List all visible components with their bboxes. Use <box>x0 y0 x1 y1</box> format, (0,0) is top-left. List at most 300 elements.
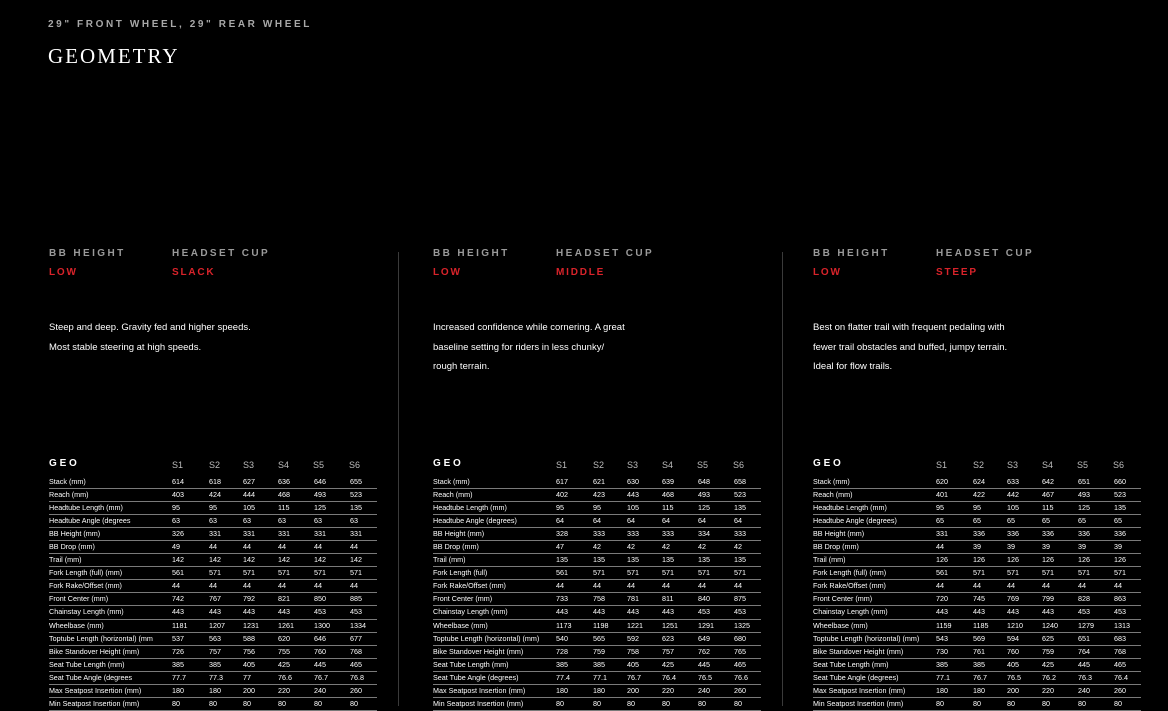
table-row <box>813 620 1141 633</box>
row-label: Min Seatpost Insertion (mm) <box>49 698 140 708</box>
table-cell: 443 <box>556 607 568 617</box>
table-cell: 333 <box>662 529 674 539</box>
table-cell: 465 <box>1114 659 1126 669</box>
row-label: Fork Rake/Offset (mm) <box>813 581 886 591</box>
table-row <box>433 659 761 672</box>
table-cell: 80 <box>1042 698 1050 708</box>
table-row <box>433 554 761 567</box>
row-label: Fork Length (full) (mm) <box>813 568 887 578</box>
row-label: Reach (mm) <box>813 490 853 500</box>
table-cell: 1221 <box>627 620 643 630</box>
table-cell: 405 <box>243 659 255 669</box>
table-cell: 80 <box>314 698 322 708</box>
table-cell: 730 <box>936 646 948 656</box>
table-cell: 336 <box>1042 529 1054 539</box>
table-cell: 126 <box>1078 555 1090 565</box>
table-cell: 655 <box>350 477 362 486</box>
table-cell: 403 <box>172 490 184 500</box>
row-label: Seat Tube Angle (degrees) <box>813 672 899 682</box>
headset-cup-label: HEADSET CUP <box>936 248 1035 259</box>
table-cell: 443 <box>243 607 255 617</box>
table-cell: 65 <box>1042 516 1050 526</box>
table-cell: 65 <box>936 516 944 526</box>
table-cell: 135 <box>734 555 746 565</box>
table-row <box>433 633 761 646</box>
table-cell: 453 <box>1078 607 1090 617</box>
table-cell: 759 <box>593 646 605 656</box>
table-cell: 180 <box>973 685 985 695</box>
row-label: Chainstay Length (mm) <box>433 607 508 617</box>
row-label: BB Height (mm) <box>49 529 101 539</box>
table-cell: 1279 <box>1078 620 1094 630</box>
table-cell: 614 <box>172 477 184 486</box>
size-header-s3: S3 <box>1007 460 1019 470</box>
table-row <box>433 476 761 489</box>
table-row <box>813 541 1141 554</box>
row-label: Seat Tube Length (mm) <box>49 659 125 669</box>
geometry-table <box>813 456 1141 711</box>
table-cell: 42 <box>734 542 742 552</box>
table-cell: 571 <box>973 568 985 578</box>
headset-cup-value: STEEP <box>936 267 978 278</box>
table-row <box>813 476 1141 489</box>
row-label: BB Height (mm) <box>433 529 485 539</box>
table-cell: 63 <box>314 516 322 526</box>
table-cell: 571 <box>627 568 639 578</box>
table-cell: 44 <box>314 542 322 552</box>
table-cell: 760 <box>314 646 326 656</box>
table-cell: 44 <box>278 581 286 591</box>
table-cell: 1291 <box>698 620 714 630</box>
table-cell: 875 <box>734 594 746 604</box>
row-label: Headtube Angle (degrees <box>49 516 131 526</box>
table-cell: 331 <box>936 529 948 539</box>
table-cell: 76.7 <box>627 672 641 682</box>
page-subtitle: 29" FRONT WHEEL, 29" REAR WHEEL <box>48 19 312 30</box>
table-cell: 1313 <box>1114 620 1130 630</box>
table-cell: 63 <box>350 516 358 526</box>
row-label: Stack (mm) <box>49 477 86 486</box>
table-row <box>813 489 1141 502</box>
row-label: BB Drop (mm) <box>433 542 479 552</box>
table-cell: 95 <box>172 503 180 513</box>
table-cell: 651 <box>1078 633 1090 643</box>
table-cell: 142 <box>243 555 255 565</box>
row-label: Headtube Length (mm) <box>433 503 507 513</box>
table-cell: 537 <box>172 633 184 643</box>
table-cell: 493 <box>314 490 326 500</box>
size-header-s4: S4 <box>1042 460 1054 470</box>
table-cell: 811 <box>662 594 674 604</box>
table-cell: 443 <box>172 607 184 617</box>
table-cell: 44 <box>1007 581 1015 591</box>
table-cell: 569 <box>973 633 985 643</box>
geometry-table-header <box>813 456 1141 476</box>
table-cell: 422 <box>973 490 985 500</box>
description-line: fewer trail obstacles and buffed, jumpy terrain. <box>813 341 1008 353</box>
table-row <box>813 606 1141 619</box>
table-cell: 76.6 <box>734 672 748 682</box>
table-cell: 65 <box>1007 516 1015 526</box>
table-cell: 180 <box>936 685 948 695</box>
table-row <box>813 580 1141 593</box>
table-cell: 405 <box>1007 659 1019 669</box>
table-cell: 76.6 <box>278 672 292 682</box>
bb-height-value: LOW <box>813 267 842 278</box>
row-label: Max Seatpost Insertion (mm) <box>49 685 142 695</box>
table-cell: 328 <box>556 529 568 539</box>
table-cell: 240 <box>1078 685 1090 695</box>
bb-height-label: BB HEIGHT <box>49 248 126 259</box>
table-cell: 64 <box>734 516 742 526</box>
table-cell: 630 <box>627 477 639 486</box>
table-cell: 220 <box>662 685 674 695</box>
table-cell: 768 <box>350 646 362 656</box>
table-row <box>49 515 377 528</box>
table-cell: 385 <box>209 659 221 669</box>
table-cell: 571 <box>314 568 326 578</box>
table-cell: 755 <box>278 646 290 656</box>
table-cell: 444 <box>243 490 255 500</box>
table-cell: 425 <box>1042 659 1054 669</box>
table-cell: 77.3 <box>209 672 223 682</box>
table-cell: 77.7 <box>172 672 186 682</box>
row-label: Front Center (mm) <box>433 594 493 604</box>
table-cell: 63 <box>278 516 286 526</box>
table-cell: 336 <box>1114 529 1126 539</box>
row-label: Chainstay Length (mm) <box>813 607 888 617</box>
table-cell: 571 <box>1114 568 1126 578</box>
table-cell: 125 <box>698 503 710 513</box>
size-header-s3: S3 <box>243 460 255 470</box>
table-cell: 77.1 <box>936 672 950 682</box>
table-cell: 658 <box>734 477 746 486</box>
table-cell: 633 <box>1007 477 1019 486</box>
table-row <box>813 659 1141 672</box>
row-label: Trail (mm) <box>49 555 82 565</box>
table-cell: 80 <box>662 698 670 708</box>
table-cell: 1261 <box>278 620 294 630</box>
table-cell: 44 <box>243 542 251 552</box>
table-cell: 618 <box>209 477 221 486</box>
headset-cup-label: HEADSET CUP <box>556 248 655 259</box>
row-label: Wheelbase (mm) <box>433 620 488 630</box>
table-cell: 617 <box>556 477 568 486</box>
separator-1 <box>398 252 399 706</box>
table-cell: 80 <box>209 698 217 708</box>
table-cell: 44 <box>593 581 601 591</box>
table-cell: 331 <box>209 529 221 539</box>
table-cell: 760 <box>1007 646 1019 656</box>
row-label: Min Seatpost Insertion (mm) <box>433 698 524 708</box>
table-cell: 385 <box>172 659 184 669</box>
table-cell: 142 <box>314 555 326 565</box>
table-cell: 80 <box>1007 698 1015 708</box>
table-row <box>49 606 377 619</box>
table-cell: 42 <box>662 542 670 552</box>
table-cell: 623 <box>662 633 674 643</box>
table-cell: 443 <box>278 607 290 617</box>
row-label: Fork Rake/Offset (mm) <box>433 581 506 591</box>
size-header-s5: S5 <box>313 460 325 470</box>
table-cell: 571 <box>698 568 710 578</box>
table-cell: 44 <box>662 581 670 591</box>
table-row <box>433 672 761 685</box>
geometry-table <box>49 456 377 711</box>
table-row <box>49 593 377 606</box>
table-cell: 493 <box>698 490 710 500</box>
table-cell: 64 <box>627 516 635 526</box>
table-row <box>813 554 1141 567</box>
description-line: baseline setting for riders in less chunky/ <box>433 341 605 353</box>
table-cell: 639 <box>662 477 674 486</box>
description-line: Most stable steering at high speeds. <box>49 341 202 353</box>
table-cell: 76.7 <box>973 672 987 682</box>
table-cell: 260 <box>1114 685 1126 695</box>
size-header-s1: S1 <box>172 460 184 470</box>
table-cell: 781 <box>627 594 639 604</box>
table-row <box>49 685 377 698</box>
size-header-s6: S6 <box>1113 460 1125 470</box>
table-cell: 44 <box>1042 581 1050 591</box>
size-header-s2: S2 <box>209 460 221 470</box>
geo-heading: GEO <box>433 458 464 469</box>
table-row <box>813 593 1141 606</box>
table-cell: 115 <box>1042 503 1054 513</box>
table-cell: 850 <box>314 594 326 604</box>
table-cell: 44 <box>243 581 251 591</box>
table-cell: 220 <box>278 685 290 695</box>
table-cell: 467 <box>1042 490 1054 500</box>
table-row <box>433 646 761 659</box>
table-row <box>433 489 761 502</box>
table-cell: 76.2 <box>1042 672 1056 682</box>
table-cell: 334 <box>698 529 710 539</box>
table-cell: 565 <box>593 633 605 643</box>
table-cell: 80 <box>1114 698 1122 708</box>
description-line: Increased confidence while cornering. A great <box>433 322 625 333</box>
table-cell: 758 <box>627 646 639 656</box>
table-cell: 443 <box>627 490 639 500</box>
table-cell: 621 <box>593 477 605 486</box>
table-cell: 1185 <box>973 620 989 630</box>
row-label: Toptube Length (horizontal) (mm) <box>433 633 540 643</box>
table-cell: 331 <box>350 529 362 539</box>
table-cell: 44 <box>627 581 635 591</box>
table-cell: 80 <box>1078 698 1086 708</box>
table-cell: 77 <box>243 672 251 682</box>
table-row <box>49 489 377 502</box>
row-label: BB Drop (mm) <box>49 542 95 552</box>
size-header-s6: S6 <box>733 460 745 470</box>
geometry-table-header <box>433 456 761 476</box>
table-cell: 453 <box>734 607 746 617</box>
table-cell: 76.8 <box>350 672 364 682</box>
table-cell: 571 <box>1042 568 1054 578</box>
table-cell: 80 <box>973 698 981 708</box>
table-cell: 49 <box>172 542 180 552</box>
table-cell: 468 <box>278 490 290 500</box>
table-row <box>813 528 1141 541</box>
table-cell: 240 <box>314 685 326 695</box>
table-cell: 821 <box>278 594 290 604</box>
table-cell: 624 <box>973 477 985 486</box>
table-cell: 95 <box>936 503 944 513</box>
table-cell: 76.4 <box>1114 672 1128 682</box>
table-cell: 1198 <box>593 620 609 630</box>
table-cell: 76.7 <box>314 672 328 682</box>
row-label: Reach (mm) <box>49 490 89 500</box>
table-cell: 465 <box>734 659 746 669</box>
table-row <box>49 659 377 672</box>
table-cell: 80 <box>556 698 564 708</box>
table-cell: 425 <box>278 659 290 669</box>
table-cell: 80 <box>593 698 601 708</box>
table-cell: 636 <box>278 477 290 486</box>
table-cell: 105 <box>1007 503 1019 513</box>
table-cell: 142 <box>278 555 290 565</box>
row-label: Toptube Length (horizontal) (mm <box>49 633 153 643</box>
table-cell: 44 <box>973 581 981 591</box>
table-cell: 142 <box>172 555 184 565</box>
table-cell: 402 <box>556 490 568 500</box>
headset-cup-value: SLACK <box>172 267 216 278</box>
table-cell: 757 <box>209 646 221 656</box>
table-cell: 642 <box>1042 477 1054 486</box>
table-cell: 443 <box>209 607 221 617</box>
table-cell: 65 <box>1114 516 1122 526</box>
setting-description <box>433 318 733 377</box>
row-label: Stack (mm) <box>433 477 470 486</box>
table-cell: 720 <box>936 594 948 604</box>
table-cell: 1210 <box>1007 620 1023 630</box>
table-row <box>49 633 377 646</box>
table-cell: 443 <box>1042 607 1054 617</box>
table-cell: 885 <box>350 594 362 604</box>
table-cell: 762 <box>698 646 710 656</box>
row-label: Headtube Length (mm) <box>813 503 887 513</box>
row-label: Seat Tube Length (mm) <box>813 659 889 669</box>
table-cell: 769 <box>1007 594 1019 604</box>
row-label: Headtube Length (mm) <box>49 503 123 513</box>
row-label: Headtube Angle (degrees) <box>813 516 897 526</box>
table-cell: 756 <box>243 646 255 656</box>
table-cell: 765 <box>734 646 746 656</box>
table-cell: 76.5 <box>1007 672 1021 682</box>
table-cell: 39 <box>1114 542 1122 552</box>
table-cell: 76.4 <box>662 672 676 682</box>
table-cell: 44 <box>936 581 944 591</box>
table-cell: 80 <box>698 698 706 708</box>
table-cell: 758 <box>593 594 605 604</box>
table-cell: 135 <box>662 555 674 565</box>
table-cell: 95 <box>973 503 981 513</box>
table-cell: 336 <box>1007 529 1019 539</box>
table-cell: 333 <box>734 529 746 539</box>
row-label: Headtube Angle (degrees) <box>433 516 517 526</box>
bb-height-value: LOW <box>433 267 462 278</box>
row-label: Front Center (mm) <box>813 594 873 604</box>
table-cell: 405 <box>627 659 639 669</box>
table-cell: 336 <box>973 529 985 539</box>
table-row <box>813 515 1141 528</box>
table-cell: 1207 <box>209 620 225 630</box>
row-label: Fork Rake/Offset (mm) <box>49 581 122 591</box>
table-cell: 620 <box>278 633 290 643</box>
table-cell: 646 <box>314 477 326 486</box>
table-cell: 44 <box>698 581 706 591</box>
table-cell: 80 <box>172 698 180 708</box>
table-cell: 453 <box>314 607 326 617</box>
table-cell: 200 <box>627 685 639 695</box>
table-cell: 443 <box>1007 607 1019 617</box>
table-cell: 840 <box>698 594 710 604</box>
table-cell: 563 <box>209 633 221 643</box>
table-row <box>49 554 377 567</box>
table-cell: 1251 <box>662 620 678 630</box>
table-cell: 592 <box>627 633 639 643</box>
size-header-s2: S2 <box>973 460 985 470</box>
table-cell: 1300 <box>314 620 330 630</box>
table-row <box>433 528 761 541</box>
row-label: Toptube Length (horizontal) (mm) <box>813 633 920 643</box>
table-cell: 401 <box>936 490 948 500</box>
table-cell: 142 <box>350 555 362 565</box>
row-label: Min Seatpost Insertion (mm) <box>813 698 904 708</box>
table-cell: 80 <box>734 698 742 708</box>
bb-height-value: LOW <box>49 267 78 278</box>
table-cell: 728 <box>556 646 568 656</box>
table-cell: 135 <box>556 555 568 565</box>
row-label: Wheelbase (mm) <box>49 620 104 630</box>
geo-heading: GEO <box>813 458 844 469</box>
table-cell: 571 <box>209 568 221 578</box>
table-cell: 385 <box>556 659 568 669</box>
table-row <box>813 685 1141 698</box>
table-cell: 571 <box>1078 568 1090 578</box>
table-cell: 44 <box>936 542 944 552</box>
table-cell: 76.5 <box>698 672 712 682</box>
table-cell: 571 <box>593 568 605 578</box>
table-cell: 331 <box>278 529 290 539</box>
row-label: Trail (mm) <box>433 555 466 565</box>
table-cell: 240 <box>698 685 710 695</box>
description-line: Ideal for flow trails. <box>813 361 893 372</box>
table-cell: 677 <box>350 633 362 643</box>
row-label: Fork Length (full) <box>433 568 488 578</box>
table-cell: 39 <box>1042 542 1050 552</box>
table-cell: 443 <box>627 607 639 617</box>
table-cell: 44 <box>278 542 286 552</box>
table-row <box>49 476 377 489</box>
table-row <box>813 502 1141 515</box>
table-cell: 65 <box>1078 516 1086 526</box>
table-cell: 799 <box>1042 594 1054 604</box>
table-cell: 333 <box>593 529 605 539</box>
table-cell: 543 <box>936 633 948 643</box>
table-cell: 39 <box>1078 542 1086 552</box>
table-cell: 646 <box>314 633 326 643</box>
table-row <box>49 672 377 685</box>
table-cell: 761 <box>973 646 985 656</box>
row-label: Seat Tube Angle (degrees) <box>433 672 519 682</box>
table-cell: 63 <box>172 516 180 526</box>
row-label: Reach (mm) <box>433 490 473 500</box>
table-cell: 683 <box>1114 633 1126 643</box>
table-row <box>49 646 377 659</box>
table-cell: 571 <box>662 568 674 578</box>
table-row <box>813 567 1141 580</box>
